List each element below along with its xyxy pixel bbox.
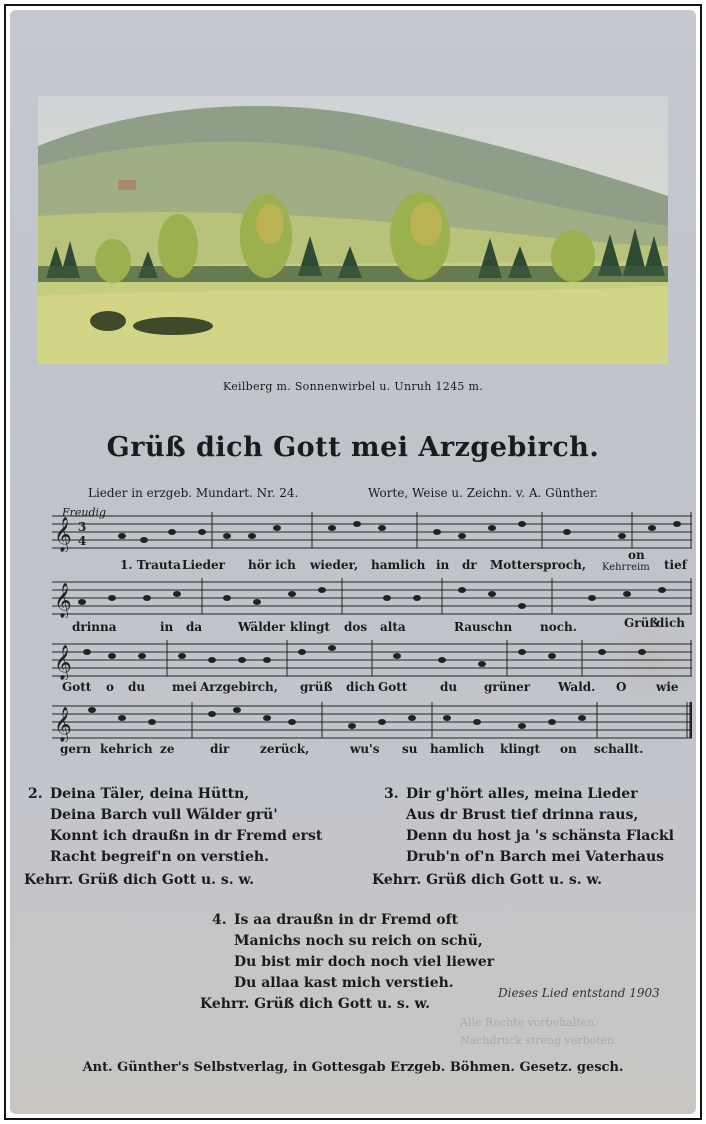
lyric-syllable: in — [160, 620, 174, 634]
music-staff-2 — [52, 578, 692, 618]
lyric-syllable: du — [440, 680, 458, 694]
faded-line: Nachdruck streng verboten. — [460, 1034, 618, 1047]
lyric-syllable: du — [128, 680, 146, 694]
lyric-syllable: klingt — [290, 620, 331, 634]
lyric-syllable: zerück, — [260, 742, 310, 756]
lyric-syllable: Mottersproch, — [490, 558, 587, 572]
stanza-number: 2. — [28, 786, 43, 802]
stanza-line: Dir g'hört alles, meina Lieder — [406, 786, 638, 802]
stanza-line: Aus dr Brust tief drinna raus, — [406, 807, 639, 823]
tempo-marking: Freudig — [62, 506, 107, 519]
lyric-syllable: on — [560, 742, 577, 756]
lyric-syllable: on — [628, 548, 645, 562]
lyric-syllable: klingt — [500, 742, 541, 756]
refrain-line: Kehrr. Grüß dich Gott u. s. w. — [372, 872, 603, 888]
stanza-line: Du allaa kast mich verstieh. — [234, 975, 454, 991]
svg-text:𝄞: 𝄞 — [54, 645, 72, 680]
landscape-illustration — [38, 96, 668, 364]
lyric-syllable: 1. Trauta — [120, 558, 181, 572]
lyric-syllable: ze — [160, 742, 175, 756]
series-label: Lieder in erzgeb. Mundart. Nr. 24. — [88, 486, 299, 500]
stanza-number: 4. — [212, 912, 227, 928]
lyric-syllable: gern — [60, 742, 92, 756]
lyric-syllable: noch. — [540, 620, 577, 634]
lyric-syllable: dos — [344, 620, 368, 634]
lyric-syllable: kehr — [100, 742, 131, 756]
stanza-4 — [212, 910, 494, 994]
lyric-syllable: wieder, — [310, 558, 359, 572]
stanza-line: Deina Täler, deina Hüttn, — [50, 786, 250, 802]
stanza-line: Drub'n of'n Barch mei Vaterhaus — [406, 849, 665, 865]
lyric-syllable: Wälder — [238, 620, 286, 634]
lyric-syllable: su — [402, 742, 418, 756]
lyric-syllable: grüß — [300, 680, 333, 694]
faded-line: Alle Rechte vorbehalten. — [460, 1016, 598, 1029]
handwritten-note: Dieses Lied entstand 1903 — [498, 986, 660, 1000]
svg-text:4: 4 — [78, 534, 87, 548]
lyric-syllable: dich — [346, 680, 375, 694]
lyric-syllable: ich — [132, 742, 153, 756]
publisher-footer: Ant. Günther's Selbstverlag, in Gottesgab Erzgeb. Böhmen. Gesetz. gesch. — [82, 1060, 624, 1075]
lyric-syllable: dich — [656, 616, 685, 630]
lyric-syllable: Arzgebirch, — [200, 680, 278, 694]
illustration-caption: Keilberg m. Sonnenwirbel u. Unruh 1245 m. — [223, 380, 483, 393]
song-title: Grüß dich Gott mei Arzgebirch. — [106, 432, 600, 463]
music-staff-3 — [52, 640, 692, 680]
lyric-syllable: tief — [664, 558, 687, 572]
svg-text:𝄞: 𝄞 — [54, 517, 72, 552]
lyric-syllable: schallt. — [594, 742, 644, 756]
lyric-syllable: hör ich — [248, 558, 296, 572]
stanza-number: 3. — [384, 786, 399, 802]
lyric-syllable: o — [106, 680, 115, 694]
lyric-syllable: in — [436, 558, 450, 572]
lyric-syllable: alta — [380, 620, 406, 634]
lyric-syllable: Wald. — [558, 680, 596, 694]
refrain-line: Kehrr. Grüß dich Gott u. s. w. — [200, 996, 431, 1012]
lyric-syllable: mei — [172, 680, 197, 694]
stanza-line: Is aa draußn in dr Fremd oft — [234, 912, 459, 928]
lyric-syllable: wu's — [350, 742, 380, 756]
svg-text:𝄞: 𝄞 — [54, 707, 72, 742]
lyric-syllable: dr — [462, 558, 477, 572]
lyric-syllable: da — [186, 620, 203, 634]
svg-text:𝄞: 𝄞 — [54, 583, 72, 618]
lyric-syllable: hamlich — [371, 558, 426, 572]
lyric-syllable: Gott — [62, 680, 92, 694]
lyric-syllable: Rauschn — [454, 620, 513, 634]
stanza-2 — [28, 784, 322, 868]
lyric-syllable: hamlich — [430, 742, 485, 756]
lyric-syllable: Gott — [378, 680, 408, 694]
lyric-syllable: Grüß — [624, 616, 659, 630]
faded-notice — [460, 1014, 618, 1050]
stanza-line: Du bist mir doch noch viel liewer — [234, 954, 495, 970]
stanza-line: Denn du host ja 's schänsta Flackl — [406, 828, 674, 844]
lyric-syllable: Kehrreim — [602, 562, 650, 573]
music-staff-4 — [52, 702, 692, 742]
lyric-syllable: Lieder — [182, 558, 225, 572]
stanza-line: Konnt ich draußn in dr Fremd erst — [50, 828, 323, 844]
lyric-syllable: grüner — [484, 680, 531, 694]
svg-text:3: 3 — [78, 520, 87, 534]
stanza-line: Racht begreif'n on verstieh. — [50, 849, 269, 865]
credits-label: Worte, Weise u. Zeichn. v. A. Günther. — [368, 486, 599, 500]
stanza-line: Deina Barch vull Wälder grü' — [50, 807, 278, 823]
stanza-line: Manichs noch su reich on schü, — [234, 933, 483, 949]
refrain-line: Kehrr. Grüß dich Gott u. s. w. — [24, 872, 255, 888]
lyric-syllable: dir — [210, 742, 230, 756]
music-staff-1 — [52, 512, 692, 552]
lyric-syllable: drinna — [72, 620, 117, 634]
stanza-3 — [384, 784, 674, 868]
lyric-syllable: O — [616, 680, 627, 694]
lyric-syllable: wie — [656, 680, 679, 694]
